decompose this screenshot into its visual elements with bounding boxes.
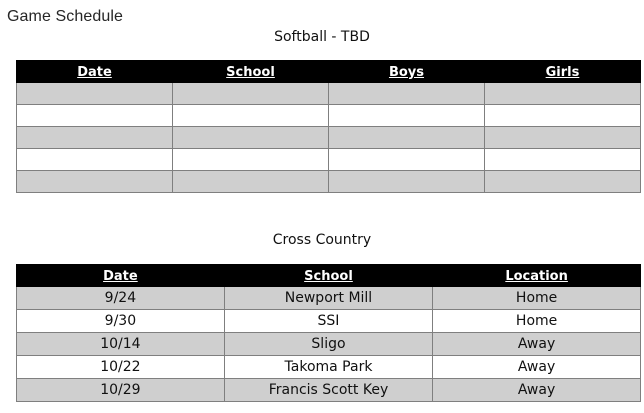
table-cell xyxy=(173,149,329,171)
table-row xyxy=(17,287,641,310)
column-header-date: Date xyxy=(17,61,173,83)
table-cell xyxy=(173,127,329,149)
date-cell: 9/30 xyxy=(17,310,225,333)
table-cell xyxy=(329,83,485,105)
table-cell xyxy=(17,105,173,127)
school-cell: Takoma Park xyxy=(224,356,432,379)
table-header-row xyxy=(17,61,641,83)
table-row xyxy=(17,171,641,193)
cross-country-schedule-table xyxy=(16,264,641,402)
table-cell xyxy=(485,127,641,149)
location-cell: Away xyxy=(433,356,641,379)
table-row xyxy=(17,310,641,333)
school-cell: Sligo xyxy=(224,333,432,356)
cross-country-title: Cross Country xyxy=(272,232,372,248)
column-header-boys: Boys xyxy=(329,61,485,83)
date-cell: 10/14 xyxy=(17,333,225,356)
location-cell: Home xyxy=(433,287,641,310)
date-cell: 9/24 xyxy=(17,287,225,310)
school-cell: SSI xyxy=(224,310,432,333)
softball-title: Softball - TBD xyxy=(274,29,370,45)
location-cell: Away xyxy=(433,333,641,356)
location-cell: Away xyxy=(433,379,641,402)
table-cell xyxy=(329,149,485,171)
softball-schedule-table xyxy=(16,60,641,193)
table-cell xyxy=(485,83,641,105)
table-row xyxy=(17,356,641,379)
table-cell xyxy=(485,105,641,127)
date-cell: 10/29 xyxy=(17,379,225,402)
school-cell: Francis Scott Key xyxy=(224,379,432,402)
table-cell xyxy=(17,83,173,105)
column-header-date: Date xyxy=(17,265,225,287)
page-heading: Game Schedule xyxy=(7,8,124,25)
column-header-school: School xyxy=(173,61,329,83)
table-row xyxy=(17,83,641,105)
table-cell xyxy=(173,105,329,127)
table-cell xyxy=(329,171,485,193)
table-cell xyxy=(485,149,641,171)
table-cell xyxy=(485,171,641,193)
table-cell xyxy=(329,127,485,149)
table-cell xyxy=(173,171,329,193)
table-cell xyxy=(329,105,485,127)
table-row xyxy=(17,105,641,127)
column-header-location: Location xyxy=(433,265,641,287)
table-row xyxy=(17,379,641,402)
column-header-girls: Girls xyxy=(485,61,641,83)
table-cell xyxy=(17,149,173,171)
table-row xyxy=(17,127,641,149)
table-header-row xyxy=(17,265,641,287)
table-cell xyxy=(173,83,329,105)
school-cell: Newport Mill xyxy=(224,287,432,310)
table-cell xyxy=(17,127,173,149)
location-cell: Home xyxy=(433,310,641,333)
table-row xyxy=(17,149,641,171)
date-cell: 10/22 xyxy=(17,356,225,379)
table-row xyxy=(17,333,641,356)
column-header-school: School xyxy=(224,265,432,287)
table-cell xyxy=(17,171,173,193)
